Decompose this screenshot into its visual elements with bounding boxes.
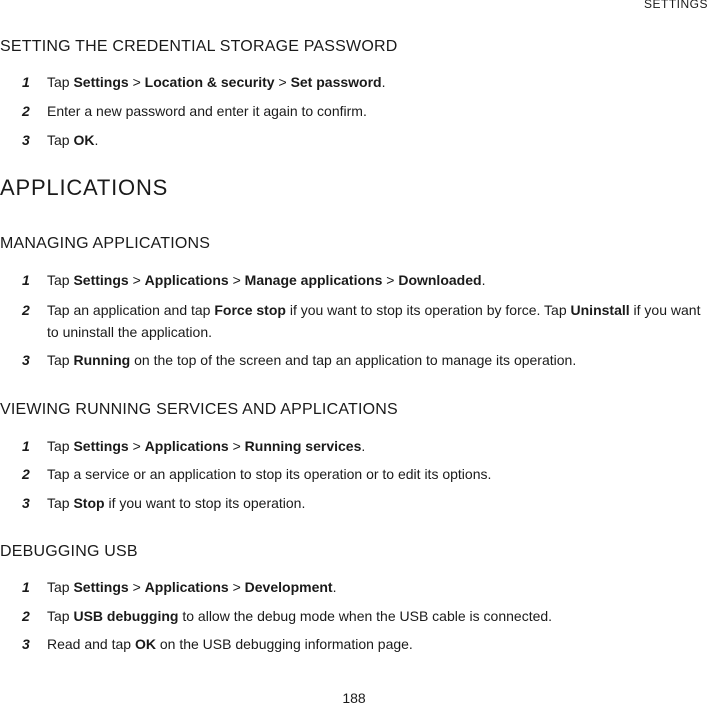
ui-term: Uninstall [570,302,630,318]
ui-term: Stop [73,495,105,511]
section-heading-managing: MANAGING APPLICATIONS [0,235,211,252]
ui-term: Running [73,352,131,368]
step-text-run: Tap an application and tap [47,302,215,318]
step-text-run: if you want to stop its operation. [104,495,306,511]
step-text-run: Tap a service or an application to stop its operation or to edit its options. [47,466,492,482]
step-text-run: on the top of the screen and tap an application to manage its operation. [130,352,577,368]
step-number: 3 [22,352,30,368]
step-text-run: > [228,272,245,288]
step-text [47,299,706,343]
step-text-run: > [128,579,145,595]
step-text-run: Tap [47,438,74,454]
ui-term: Settings [73,74,129,90]
step-text-run: Tap [47,352,74,368]
step-text-run: Enter a new password and enter it again to confirm. [47,103,367,119]
running-head: SETTINGS [643,0,708,11]
ui-term: Development [244,579,333,595]
step-text [47,100,706,122]
ui-term: Settings [73,438,129,454]
step-text [47,633,706,655]
step-number: 2 [22,608,30,624]
step-text-run: Tap [47,132,74,148]
ui-term: Settings [73,272,129,288]
step-number: 1 [22,272,30,288]
step-text-run: if you want to stop its operation by force. Tap [285,302,571,318]
step-number: 3 [22,495,30,511]
ui-term: OK [134,636,156,652]
step-text [47,492,706,514]
step-text-run: Tap [47,272,74,288]
step-text [47,71,706,93]
ui-term: Force stop [214,302,286,318]
step-text-run: Read and tap [47,636,135,652]
step-text-run: . [361,438,366,454]
ui-term: Manage applications [244,272,383,288]
step-text-run: > [128,74,145,90]
step-number: 1 [22,579,30,595]
step-text [47,463,706,485]
step-text-run: Tap [47,495,74,511]
ui-term: Downloaded [398,272,482,288]
ui-term: USB debugging [73,608,179,624]
step-text [47,605,706,627]
step-text [47,435,706,457]
ui-term: Running services [244,438,362,454]
ui-term: OK [73,132,95,148]
section-heading-running: VIEWING RUNNING SERVICES AND APPLICATIONS [0,401,398,418]
step-number: 2 [22,103,30,119]
step-number: 2 [22,466,30,482]
step-text-run: > [228,579,245,595]
step-text [47,269,706,291]
section-heading-credential: SETTING THE CREDENTIAL STORAGE PASSWORD [0,38,398,55]
step-text [47,129,706,151]
ui-term: Applications [144,579,229,595]
ui-term: Applications [144,438,229,454]
step-number: 1 [22,74,30,90]
ui-term: Location & security [144,74,275,90]
step-text-run: . [94,132,99,148]
chapter-title-applications: APPLICATIONS [0,175,169,200]
page-number: 188 [342,690,366,706]
ui-term: Set password [290,74,382,90]
step-text-run: Tap [47,579,74,595]
step-text-run: . [332,579,337,595]
step-text [47,576,706,598]
step-number: 3 [22,636,30,652]
step-text-run: to allow the debug mode when the USB cable is connected. [178,608,553,624]
step-text-run: Tap [47,608,74,624]
step-text-run: if you want to uninstall the application. [47,302,701,340]
step-text-run: > [128,438,145,454]
step-text-run: > [274,74,291,90]
step-number: 3 [22,132,30,148]
step-text-run: . [481,272,486,288]
step-number: 2 [22,302,30,318]
step-text-run: . [381,74,386,90]
step-text-run: > [128,272,145,288]
step-text-run: Tap [47,74,74,90]
ui-term: Settings [73,579,129,595]
step-text-run: > [228,438,245,454]
step-text-run: > [382,272,399,288]
section-heading-debugging: DEBUGGING USB [0,543,138,560]
ui-term: Applications [144,272,229,288]
step-number: 1 [22,438,30,454]
step-text [47,349,706,371]
step-text-run: on the USB debugging information page. [155,636,413,652]
